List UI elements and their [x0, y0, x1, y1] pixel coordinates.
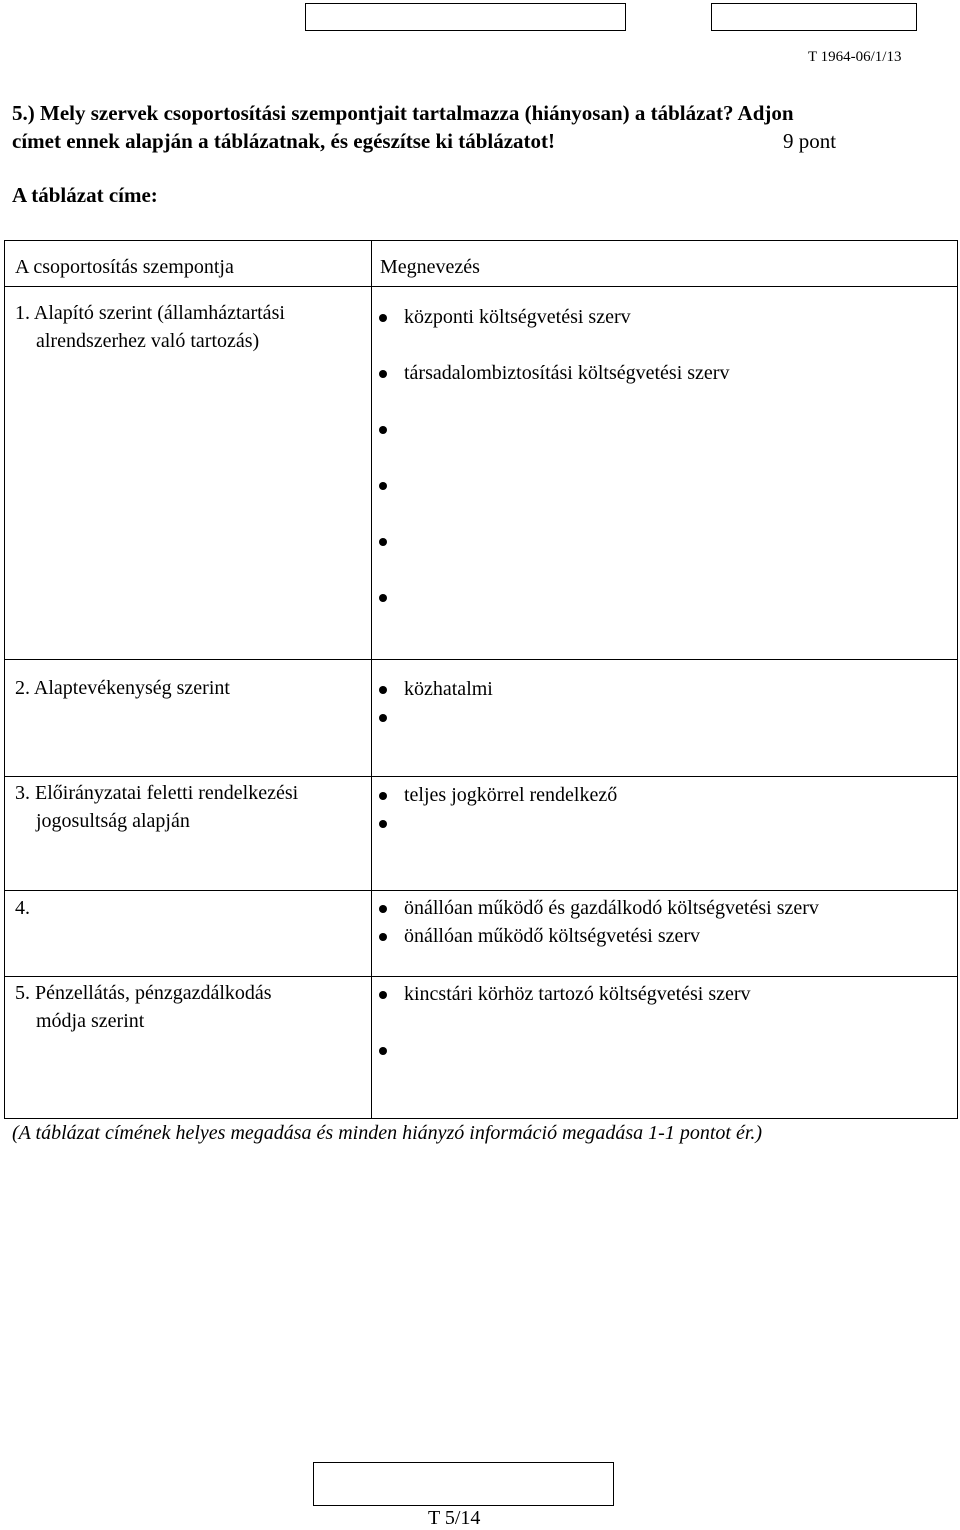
- items-cell: [372, 660, 958, 777]
- aspect-line: jogosultság alapján: [36, 810, 190, 832]
- aspect-cell: [5, 287, 372, 660]
- aspect-line: 4.: [15, 897, 30, 919]
- aspect-cell: [5, 660, 372, 777]
- header-name-cell: [372, 241, 958, 287]
- table-row: [5, 891, 958, 977]
- aspect-line: 1. Alapító szerint (államháztartási: [15, 302, 285, 324]
- list-item-blank[interactable]: [372, 583, 957, 639]
- list-item: kincstári körhöz tartozó költségvetési szerv: [372, 980, 957, 1036]
- list-item: társadalombiztosítási költségvetési szerv: [372, 359, 957, 415]
- aspect-cell: [5, 777, 372, 891]
- header-aspect-cell: [5, 241, 372, 287]
- list-item: teljes jogkörrel rendelkező: [372, 781, 957, 809]
- exam-code: T 1964-06/1/13: [808, 49, 902, 65]
- header-name: Megnevezés: [380, 256, 480, 278]
- aspect-cell: [5, 977, 372, 1119]
- score-box-left[interactable]: [305, 3, 626, 31]
- classification-table: [4, 240, 958, 1119]
- question-points: 9 pont: [783, 129, 837, 153]
- list-item-blank[interactable]: [372, 1036, 957, 1064]
- table-row: [5, 287, 958, 660]
- aspect-line: alrendszerhez való tartozás): [36, 330, 260, 352]
- footnote: (A táblázat címének helyes megadása és minden hiányzó információ megadása 1-1 pontot ér.): [12, 1122, 763, 1144]
- header-aspect: A csoportosítás szempontja: [15, 256, 234, 278]
- list-item-blank[interactable]: [372, 527, 957, 583]
- list-item: közhatalmi: [372, 675, 957, 703]
- aspect-line: 2. Alaptevékenység szerint: [15, 677, 230, 699]
- aspect-line: 3. Előirányzatai feletti rendelkezési: [15, 782, 299, 804]
- aspect-line: 5. Pénzellátás, pénzgazdálkodás: [15, 982, 272, 1004]
- items-cell: [372, 977, 958, 1119]
- items-cell: [372, 287, 958, 660]
- table-title-label: A táblázat címe:: [12, 183, 158, 207]
- table-row: [5, 977, 958, 1119]
- list-item-blank[interactable]: [372, 809, 957, 837]
- aspect-cell[interactable]: [5, 891, 372, 977]
- list-item-blank[interactable]: [372, 703, 957, 731]
- items-cell: [372, 777, 958, 891]
- table-row: [5, 660, 958, 777]
- list-item: önállóan működő és gazdálkodó költségvetési szerv: [372, 894, 957, 922]
- table-header-row: [5, 241, 958, 287]
- list-item: önállóan működő költségvetési szerv: [372, 922, 957, 950]
- aspect-line: módja szerint: [36, 1010, 145, 1032]
- score-box-bottom[interactable]: [313, 1462, 614, 1506]
- list-item: központi költségvetési szerv: [372, 303, 957, 359]
- page-number: T 5/14: [428, 1507, 481, 1529]
- list-item-blank[interactable]: [372, 415, 957, 471]
- question-line-2: címet ennek alapján a táblázatnak, és egészítse ki táblázatot!: [12, 129, 556, 153]
- items-cell: [372, 891, 958, 977]
- score-box-right[interactable]: [711, 3, 917, 31]
- question-line-1: 5.) Mely szervek csoportosítási szempontjait tartalmazza (hiányosan) a táblázat? Adjon: [12, 101, 794, 125]
- list-item-blank[interactable]: [372, 471, 957, 527]
- table-row: [5, 777, 958, 891]
